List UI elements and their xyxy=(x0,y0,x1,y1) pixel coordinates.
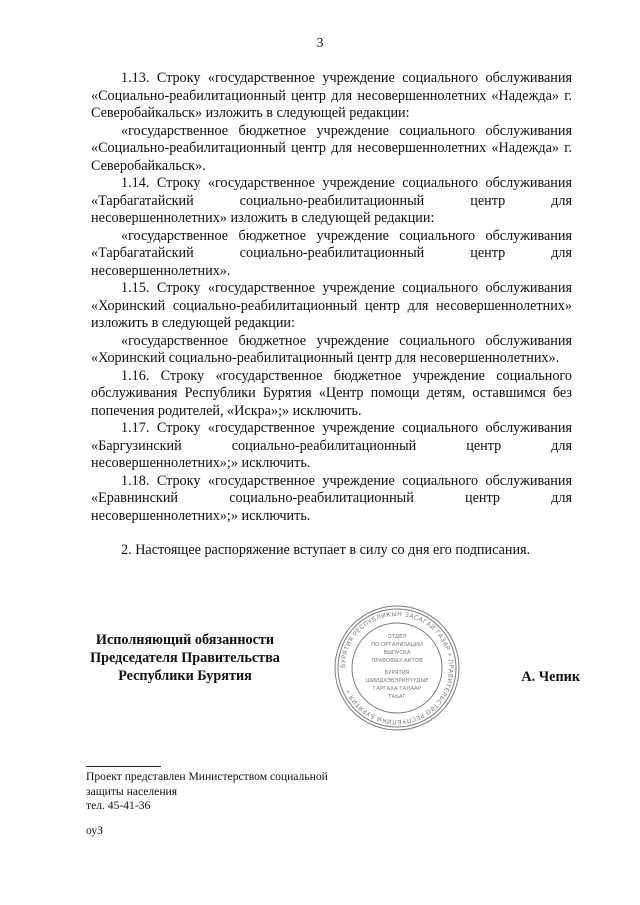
paragraph-1-15: 1.15. Строку «государственное учреждение социального обслуживания «Хоринский социально-реабилитационный центр для несовершеннолетних» изложить в следующей редакции: xyxy=(91,280,572,331)
document-body xyxy=(91,70,572,560)
stamp-center-line: ОТДЕЛ xyxy=(387,634,407,640)
paragraph-1-13: 1.13. Строку «государственное учреждение социального обслуживания «Социально-реабилитационный центр для несовершеннолетних «Надежда» г. Северобайкальск» изложить в следующей редакции: xyxy=(91,70,572,121)
paragraph-1-14: 1.14. Строку «государственное учреждение социального обслуживания «Тарбагатайский социально-реабилитационный центр для несовершеннолетних» изложить в следующей редакции: xyxy=(91,175,572,226)
footnote-line: тел. 45-41-36 xyxy=(86,799,151,812)
signatory-position-line: Республики Бурятия xyxy=(118,668,252,684)
stamp-center-line: ВЫПУСКА xyxy=(383,650,411,656)
paragraph-1-16: 1.16. Строку «государственное бюджетное учреждение социального обслуживания Республики Бурятия «Центр помощи детям, оставшимся без попечения родителей, «Искра»;» исключить. xyxy=(91,367,572,419)
paragraph-1-17: 1.17. Строку «государственное учреждение социального обслуживания «Баргузинский социально-реабилитационный центр для несовершеннолетних»;» исключить. xyxy=(91,420,572,471)
stamp-outer-ring xyxy=(335,606,459,730)
stamp-center-line: ГАРГАХА ТАЛААР xyxy=(373,686,421,692)
signatory-position xyxy=(80,631,290,685)
footnote-line: Проект представлен Министерством социальной xyxy=(86,770,328,783)
stamp-center-line: ШИИДХЭБЭРИНҮҮДЫЕ xyxy=(365,678,429,684)
stamp-ring-text: БУРЯТИЯ РЕСПУБЛИКЫН ЗАСАГАЙ ГАЗАР • ПРАВИТЕЛЬСТВО РЕСПУБЛИКИ БУРЯТИЯ • xyxy=(339,610,455,726)
paragraph-1-15-new-wording: «государственное бюджетное учреждение социального обслуживания «Хоринский социально-реабилитационный центр для несовершеннолетних». xyxy=(91,332,572,366)
stamp-center-line: ТАЬАГ xyxy=(388,694,406,700)
footnote xyxy=(86,770,406,838)
stamp-center-line: ПРАВОВЫХ АКТОВ xyxy=(371,658,423,664)
stamp-center-line: ПО ОРГАНИЗАЦИИ xyxy=(371,642,423,648)
official-stamp xyxy=(333,604,461,732)
signatory-name: А. Чепик xyxy=(521,669,580,685)
paragraph-1-14-new-wording: «государственное бюджетное учреждение социального обслуживания «Тарбагатайский социально-реабилитационный центр для несовершеннолетних». xyxy=(91,227,572,279)
footnote-divider xyxy=(86,766,161,767)
stamp-outer-ring-inner xyxy=(338,609,456,727)
paragraph-1-13-new-wording: «государственное бюджетное учреждение социального обслуживания «Социально-реабилитационный центр для несовершеннолетних «Надежда» г. Северобайкальск». xyxy=(91,122,572,174)
stamp-center-line: БУРЯТИЯ xyxy=(384,670,410,676)
paragraph-2-effective-date: 2. Настоящее распоряжение вступает в силу со дня его подписания. xyxy=(121,542,531,558)
executor-code: оуЗ xyxy=(86,823,103,837)
signatory-position-line: Исполняющий обязанности xyxy=(95,632,275,648)
page-number: 3 xyxy=(316,36,324,51)
footnote-line: защиты населения xyxy=(86,784,178,798)
signatory-position-line: Председателя Правительства xyxy=(90,650,280,666)
paragraph-1-18: 1.18. Строку «государственное учреждение социального обслуживания «Еравнинский социально-реабилитационный центр для несовершеннолетних»;» исключить. xyxy=(91,472,572,524)
